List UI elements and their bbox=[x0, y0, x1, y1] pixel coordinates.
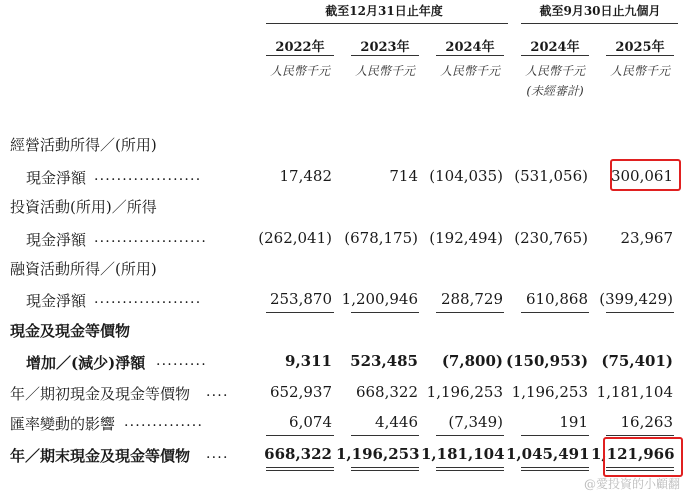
inv-value-2023: (678,175) bbox=[344, 229, 418, 247]
leader-dots: ................... bbox=[94, 291, 202, 307]
subtotal-rule-2 bbox=[351, 312, 419, 313]
op-value-2024-9m: (531,056) bbox=[514, 167, 588, 185]
header-rule-9m bbox=[521, 23, 678, 24]
row-investing-label: 投資活動(所用)／所得 bbox=[10, 198, 157, 216]
unit-col-3: 人民幣千元 bbox=[439, 64, 500, 78]
begin-value-2025-9m: 1,181,104 bbox=[596, 383, 673, 401]
double-rule-4a bbox=[521, 467, 589, 468]
row-operating-label: 經營活動所得／(所用) bbox=[10, 136, 157, 154]
row-financing-sub: 現金淨額 bbox=[26, 292, 87, 310]
begin-value-2024: 1,196,253 bbox=[426, 383, 503, 401]
double-rule-3a bbox=[436, 467, 504, 468]
inv-value-2022: (262,041) bbox=[258, 229, 332, 247]
double-rule-2a bbox=[351, 467, 419, 468]
header-rule-fy bbox=[266, 23, 508, 24]
fx-value-2024-9m: 191 bbox=[559, 413, 588, 431]
end-value-2025-9m: 1,121,966 bbox=[591, 445, 675, 463]
total-rule-2 bbox=[351, 435, 419, 436]
year-rule-5 bbox=[606, 55, 674, 56]
row-fx-label: 匯率變動的影響 bbox=[10, 415, 116, 433]
leader-dots: .............. bbox=[124, 414, 204, 430]
double-rule-1b bbox=[266, 470, 334, 471]
begin-value-2024-9m: 1,196,253 bbox=[511, 383, 588, 401]
end-value-2024: 1,181,104 bbox=[421, 445, 505, 463]
year-rule-2 bbox=[351, 55, 419, 56]
op-value-2025-9m: 300,061 bbox=[610, 167, 673, 185]
leader-dots: .... bbox=[206, 384, 229, 400]
fin-value-2024: 288,729 bbox=[440, 290, 503, 308]
subtotal-rule-3 bbox=[436, 312, 504, 313]
end-value-2024-9m: 1,045,491 bbox=[506, 445, 590, 463]
row-financing-label: 融資活動所得／(所用) bbox=[10, 260, 157, 278]
leader-dots: .................... bbox=[94, 230, 208, 246]
total-rule-3 bbox=[436, 435, 504, 436]
year-rule-1 bbox=[266, 55, 334, 56]
watermark: @愛投資的小顧翻 bbox=[584, 477, 681, 491]
fx-value-2025-9m: 16,263 bbox=[620, 413, 673, 431]
highlight-box-operating bbox=[610, 159, 681, 191]
fin-value-2023: 1,200,946 bbox=[341, 290, 418, 308]
net-value-2023: 523,485 bbox=[350, 352, 418, 370]
year-col-3: 2024年 bbox=[445, 40, 495, 55]
op-value-2023: 714 bbox=[389, 167, 418, 185]
total-rule-1 bbox=[266, 435, 334, 436]
net-value-2025-9m: (75,401) bbox=[601, 352, 673, 370]
row-operating-sub: 現金淨額 bbox=[26, 169, 87, 187]
total-rule-4 bbox=[521, 435, 589, 436]
highlight-box-ending bbox=[603, 437, 683, 477]
net-value-2024: (7,800) bbox=[441, 352, 503, 370]
begin-value-2022: 652,937 bbox=[269, 383, 332, 401]
subtotal-rule-4 bbox=[521, 312, 589, 313]
total-rule-5 bbox=[606, 435, 674, 436]
inv-value-2024-9m: (230,765) bbox=[514, 229, 588, 247]
row-ending-label: 年／期末現金及現金等價物 bbox=[10, 447, 191, 465]
fin-value-2024-9m: 610,868 bbox=[525, 290, 588, 308]
net-value-2022: 9,311 bbox=[285, 352, 332, 370]
double-rule-1a bbox=[266, 467, 334, 468]
row-investing-sub: 現金淨額 bbox=[26, 231, 87, 249]
header-group-fy: 截至12月31日止年度 bbox=[325, 4, 443, 18]
double-rule-3b bbox=[436, 470, 504, 471]
double-rule-4b bbox=[521, 470, 589, 471]
year-col-1: 2022年 bbox=[275, 40, 325, 55]
leader-dots: .... bbox=[206, 446, 229, 462]
net-value-2024-9m: (150,953) bbox=[506, 352, 589, 370]
year-col-2: 2023年 bbox=[360, 40, 410, 55]
year-col-5: 2025年 bbox=[615, 40, 665, 55]
year-rule-3 bbox=[436, 55, 504, 56]
unit-col-2: 人民幣千元 bbox=[354, 64, 415, 78]
begin-value-2023: 668,322 bbox=[355, 383, 418, 401]
inv-value-2025-9m: 23,967 bbox=[620, 229, 673, 247]
end-value-2023: 1,196,253 bbox=[336, 445, 420, 463]
fx-value-2022: 6,074 bbox=[289, 413, 332, 431]
op-value-2022: 17,482 bbox=[279, 167, 332, 185]
unaudited-note: (未經審計) bbox=[526, 84, 584, 98]
row-cash-title: 現金及現金等價物 bbox=[10, 322, 131, 340]
fx-value-2024: (7,349) bbox=[448, 413, 503, 431]
leader-dots: ......... bbox=[156, 353, 207, 369]
row-beginning-label: 年／期初現金及現金等價物 bbox=[10, 385, 191, 403]
row-net-change-label: 增加／(減少)淨額 bbox=[26, 354, 146, 372]
inv-value-2024: (192,494) bbox=[429, 229, 503, 247]
end-value-2022: 668,322 bbox=[264, 445, 332, 463]
year-rule-4 bbox=[521, 55, 589, 56]
leader-dots: ................... bbox=[94, 168, 202, 184]
subtotal-rule-1 bbox=[266, 312, 334, 313]
fin-value-2025-9m: (399,429) bbox=[599, 290, 673, 308]
double-rule-2b bbox=[351, 470, 419, 471]
header-group-9m: 截至9月30日止九個月 bbox=[539, 4, 661, 18]
unit-col-4: 人民幣千元 bbox=[524, 64, 585, 78]
op-value-2024: (104,035) bbox=[429, 167, 503, 185]
unit-col-5: 人民幣千元 bbox=[609, 64, 670, 78]
fx-value-2023: 4,446 bbox=[375, 413, 418, 431]
year-col-4: 2024年 bbox=[530, 40, 580, 55]
subtotal-rule-5 bbox=[606, 312, 674, 313]
unit-col-1: 人民幣千元 bbox=[269, 64, 330, 78]
fin-value-2022: 253,870 bbox=[269, 290, 332, 308]
